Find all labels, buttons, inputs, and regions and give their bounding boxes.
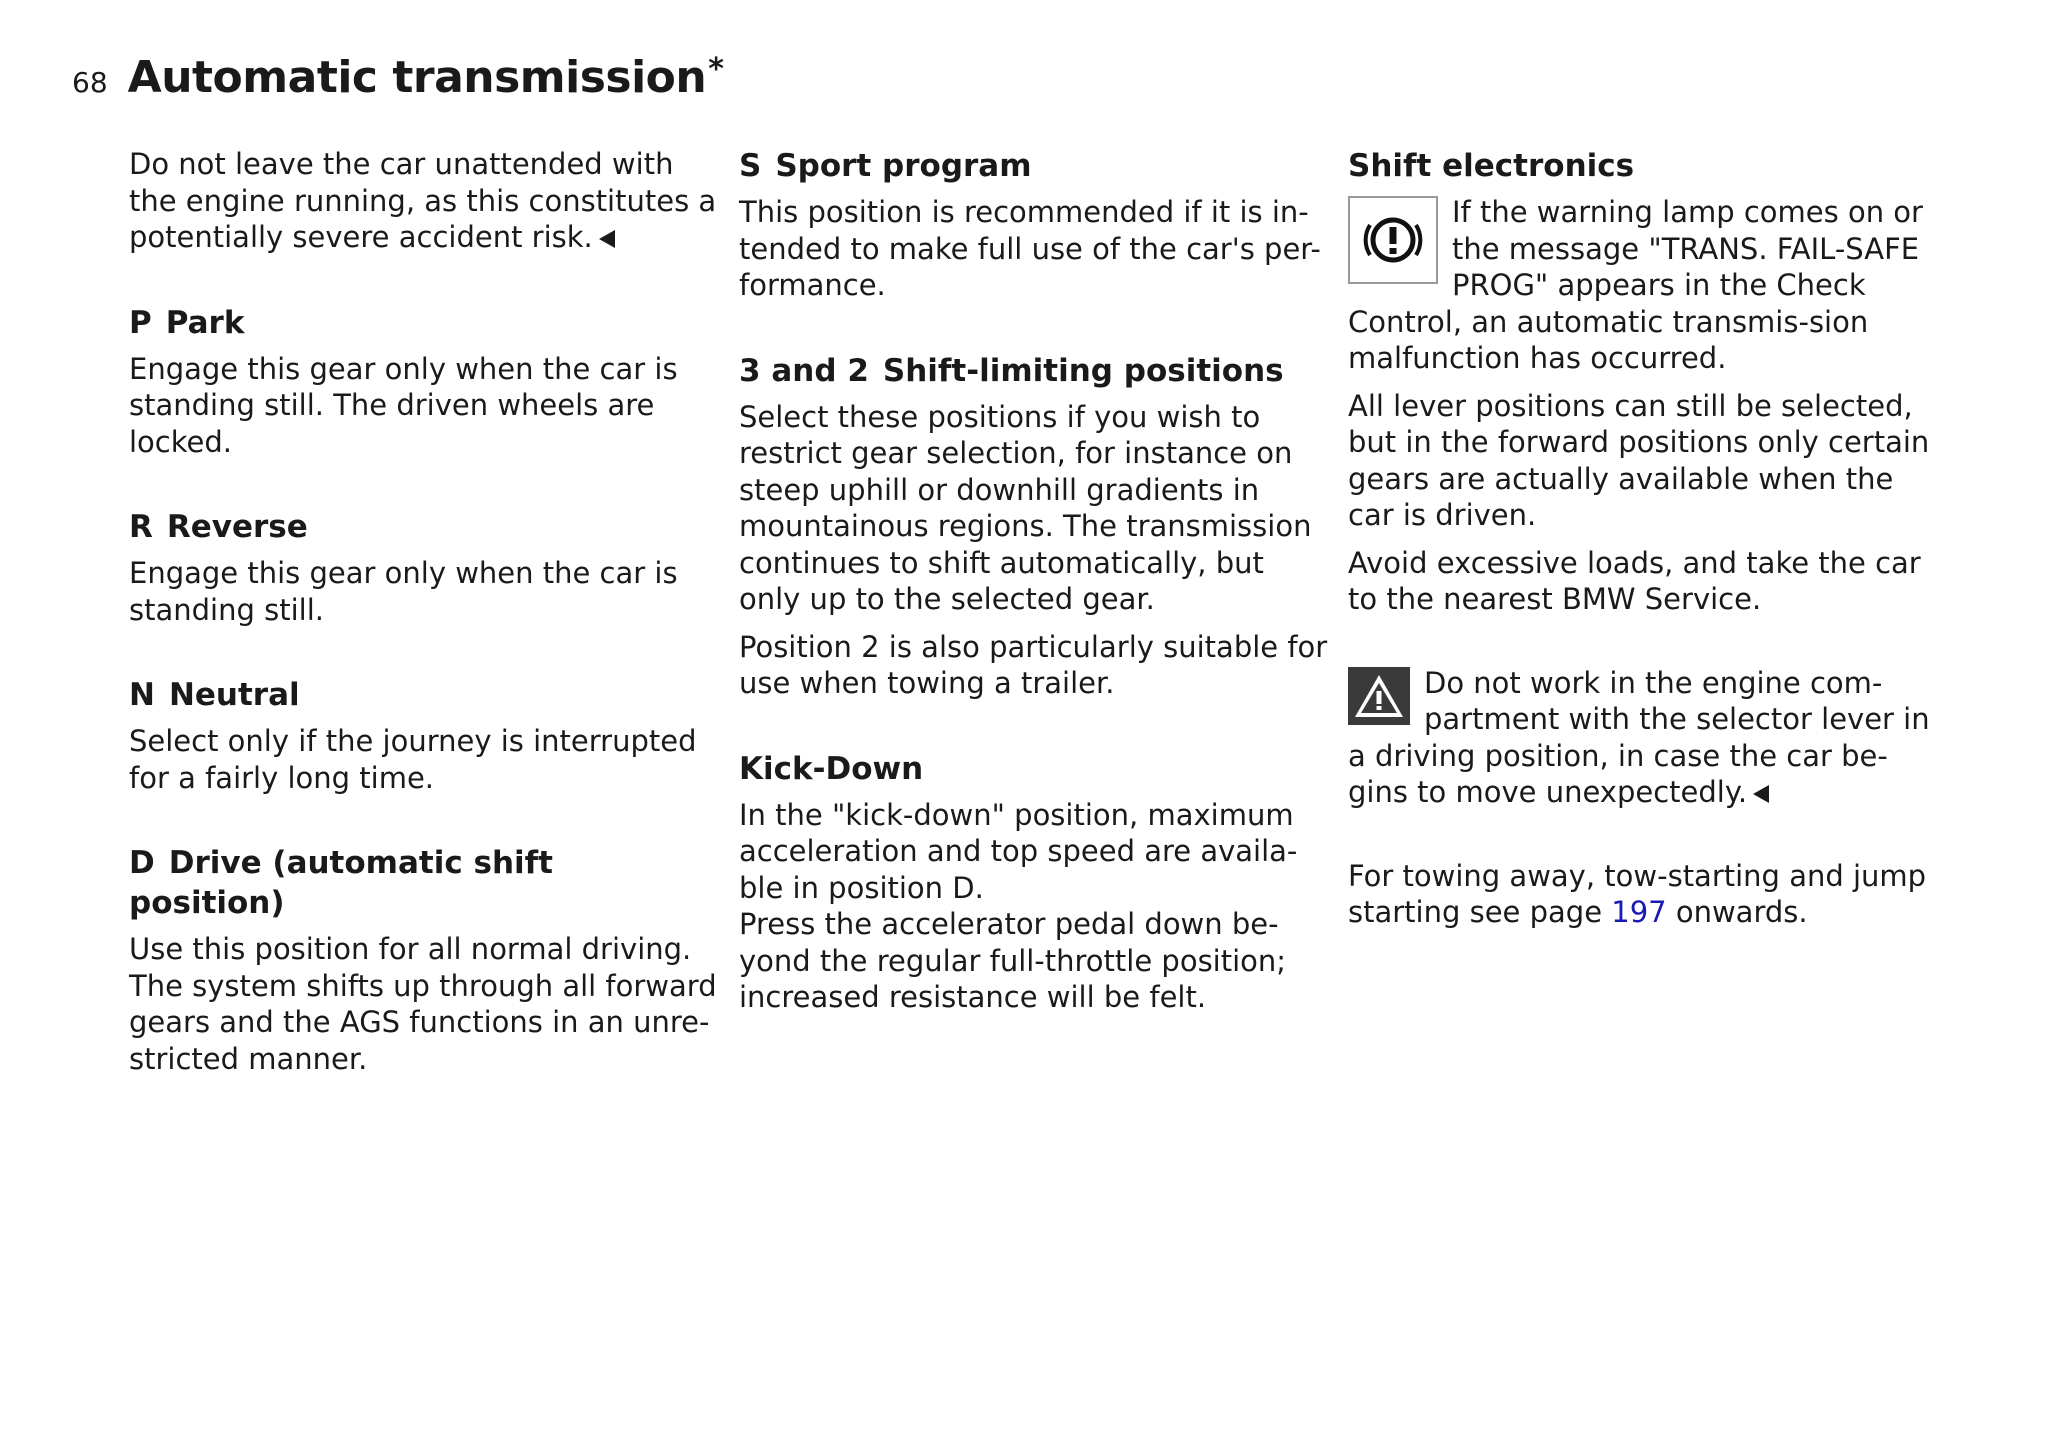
- intro-warning: [129, 146, 719, 256]
- shift-limiting-text-1: Select these positions if you wish to restrict gear selection, for instance on steep uphill or downhill gradients in mountainous regions. The transmission continues to shift automatically, but only up to the selected gear.: [739, 399, 1312, 616]
- end-of-note-icon: [599, 230, 615, 248]
- page-header: [72, 52, 723, 103]
- heading-shift-electronics: Shift electronics: [1348, 148, 1635, 184]
- gear-title: Neutral: [168, 677, 300, 713]
- heading-kickdown: Kick-Down: [739, 750, 924, 787]
- gear-code: 3 and 2: [739, 352, 869, 389]
- heading-drive: [129, 843, 719, 923]
- heading-reverse: [129, 507, 719, 547]
- shift-limiting-text-2: Position 2 is also particularly suitable for use when towing a trailer.: [739, 629, 1328, 700]
- gear-code: N: [129, 677, 155, 713]
- gear-title: Sport program: [775, 148, 1032, 184]
- kickdown-text: [739, 797, 1329, 1016]
- towing-text: For towing away, tow-starting and jump starting see page: [1348, 858, 1927, 929]
- gear-code: P: [129, 304, 152, 341]
- column-3: [1348, 146, 1938, 942]
- gear-title: Shift-limiting positions: [882, 352, 1284, 389]
- kickdown-text-2: Press the accelerator pedal down be-yond the regular full-throttle position; increased resistance will be felt.: [739, 907, 1287, 1014]
- park-text: Engage this gear only when the car is standing still. The driven wheels are locked.: [129, 351, 678, 459]
- caution-block: [1348, 665, 1938, 822]
- gear-code: S: [739, 148, 762, 184]
- kickdown-text-1: In the "kick-down" position, maximum acceleration and top speed are availa-ble in position D.: [739, 797, 1298, 905]
- gear-title: Drive (automatic shift position): [129, 845, 553, 921]
- shift-electronics-text-1: If the warning lamp comes on or the message "TRANS. FAIL-SAFE PROG" appears in the Check Control, an automatic transmis-sion malfunction has occurred.: [1348, 195, 1923, 375]
- column-1: [129, 146, 719, 1088]
- gear-title: Reverse: [166, 509, 308, 545]
- page-title-text: Automatic transmission: [127, 52, 707, 103]
- heading-neutral: [129, 675, 719, 715]
- intro-text: Do not leave the car unattended with the engine running, as this constitutes a potentially severe accident risk.: [129, 147, 717, 254]
- towing-text-end: onwards.: [1666, 895, 1808, 929]
- caution-text-content: Do not work in the engine com-partment with the selector lever in a driving position, in case the car be-gins to move unexpectedly.: [1348, 665, 1930, 809]
- towing-reference: [1348, 858, 1938, 931]
- end-of-note-icon: [1753, 785, 1769, 803]
- reverse-text: Engage this gear only when the car is standing still.: [129, 556, 678, 627]
- drive-text: Use this position for all normal driving. The system shifts up through all forward gears and the AGS functions in an unre-stricted manner.: [129, 932, 717, 1076]
- gear-code: D: [129, 845, 155, 881]
- neutral-text: Select only if the journey is interrupted for a fairly long time.: [129, 724, 697, 795]
- heading-shift-limiting: [739, 351, 1329, 391]
- sport-text: This position is recommended if it is in-tended to make full use of the car's per-formance.: [739, 195, 1321, 302]
- caution-text: [1348, 665, 1938, 811]
- gear-title: Park: [165, 304, 245, 341]
- page-title: [128, 52, 724, 103]
- heading-sport: [739, 146, 1329, 186]
- page-reference-link[interactable]: 197: [1611, 895, 1667, 929]
- gear-code: R: [129, 509, 153, 545]
- page-number: 68: [72, 66, 108, 99]
- heading-park: [129, 303, 719, 343]
- warning-lamp-block: [1348, 194, 1938, 388]
- shift-electronics-text-3: Avoid excessive loads, and take the car to the nearest BMW Service.: [1348, 545, 1921, 616]
- optional-equipment-mark: *: [708, 52, 724, 87]
- caution-triangle-icon: [1348, 667, 1410, 725]
- column-2: [739, 146, 1329, 1027]
- shift-electronics-text-2: All lever positions can still be selected, but in the forward positions only certain gears are actually available when the car is driven.: [1348, 388, 1930, 532]
- transmission-warning-icon: [1348, 196, 1438, 284]
